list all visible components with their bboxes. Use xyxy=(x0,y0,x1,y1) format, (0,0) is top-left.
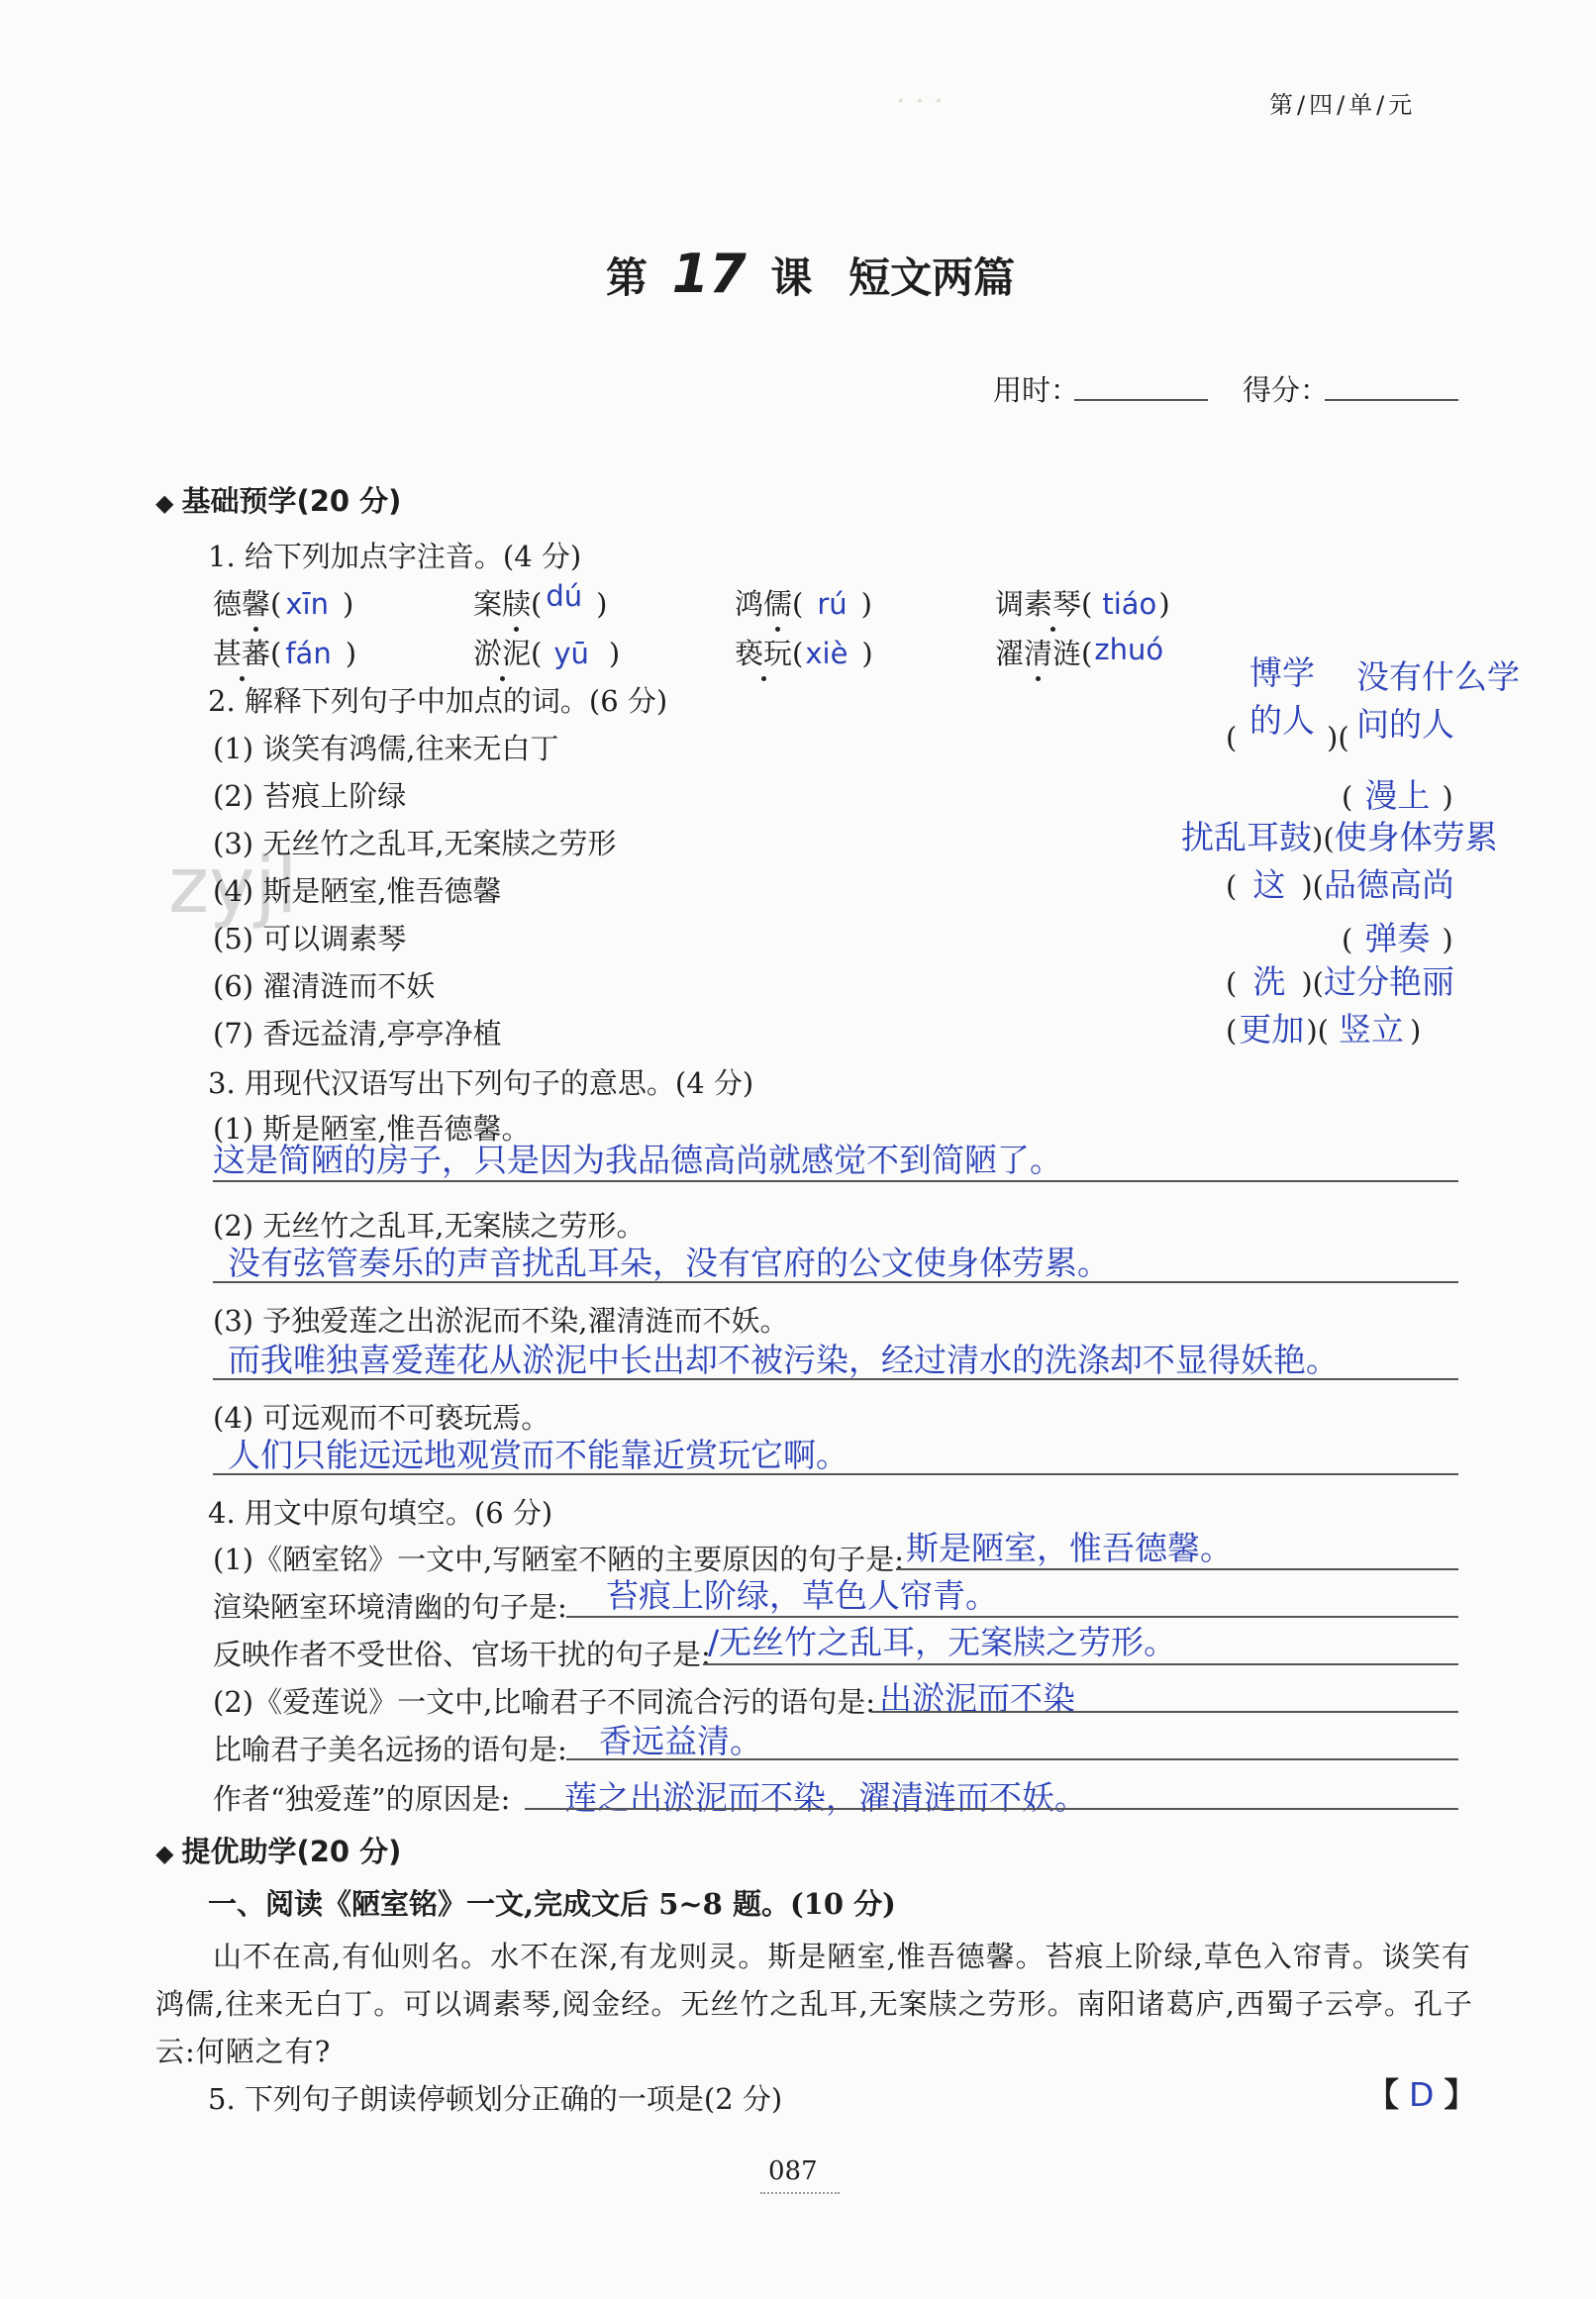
time-label: 用时： xyxy=(993,373,1080,407)
q3-answer: 这是简陋的房子，只是因为我品德高尚就感觉不到简陋了。 xyxy=(213,1141,1062,1179)
q2-item: (5) 可以调素琴 xyxy=(213,922,407,955)
answer-line xyxy=(213,1180,1458,1182)
q4-answer: 香远益清。 xyxy=(599,1722,762,1760)
q4-answer: 出淤泥而不染 xyxy=(879,1679,1075,1718)
q1-item: 濯清涟(zhuó xyxy=(995,633,1164,670)
q1-answer: tiáo xyxy=(1102,587,1157,621)
q1-item: 调素琴( tiáo) xyxy=(995,582,1170,623)
q2-answer: 扰乱耳鼓 xyxy=(1181,818,1312,856)
lesson-title xyxy=(606,243,1015,305)
q2-answer-row: ( 弹奏 ) xyxy=(1342,919,1453,957)
answer-line xyxy=(213,1473,1458,1475)
q2-answer-row: ( 洗 )(过分艳丽 xyxy=(1226,962,1454,1001)
q2-item: (7) 香远益清,亭亭净植 xyxy=(213,1017,502,1050)
q3-answer: 没有弦管奏乐的声音扰乱耳朵，没有官府的公文使身体劳累。 xyxy=(228,1244,1110,1282)
q1-item: 德馨( xīn ) xyxy=(213,582,353,623)
q2-item: (2) 苔痕上阶绿 xyxy=(213,779,407,813)
q1-item: 亵玩(xiè ) xyxy=(735,632,873,672)
q4-answer: 莲之出淤泥而不染，濯清涟而不妖。 xyxy=(564,1778,1087,1817)
q4-question: (2)《爱莲说》一文中,比喻君子不同流合污的语句是: xyxy=(213,1685,876,1719)
lesson-number: 17 xyxy=(671,243,747,305)
q5-title: 5. 下列句子朗读停顿划分正确的一项是(2 分) xyxy=(208,2082,783,2116)
section-basic: ◆ 基础预学(20 分) xyxy=(155,484,402,518)
q3-question: (3) 予独爱莲之出淤泥而不染,濯清涟而不妖。 xyxy=(213,1304,789,1338)
q5-answer: D xyxy=(1409,2075,1435,2114)
q2-answer: 没有什么学问的人 xyxy=(1356,657,1520,744)
q2-item: (4) 斯是陋室,惟吾德馨 xyxy=(213,874,502,908)
q2-answer: 弹奏 xyxy=(1364,919,1431,957)
page-number-rule xyxy=(760,2192,840,2194)
bleed-through-text: · · · xyxy=(896,84,944,119)
q2-answer: 品德高尚 xyxy=(1323,865,1454,904)
q1-answer: zhuó xyxy=(1094,633,1164,666)
q1-answer: xiè xyxy=(805,637,848,670)
q5-answer-box: 【 D 】 xyxy=(1366,2075,1477,2114)
reading-line: 云:何陋之有? xyxy=(155,2035,332,2068)
q1-item: 案牍( dú ) xyxy=(473,579,608,621)
unit-header: 第/四/单/元 xyxy=(1269,91,1417,119)
q2-answer: 更加 xyxy=(1239,1010,1305,1049)
q4-title: 4. 用文中原句填空。(6 分) xyxy=(208,1496,553,1530)
q3-question: (1) 斯是陋室,惟吾德馨。 xyxy=(213,1112,531,1146)
q2-answer-row: ( 这 )(品德高尚 xyxy=(1226,865,1454,904)
lesson-name: 短文两篇 xyxy=(848,253,1016,302)
q3-title: 3. 用现代汉语写出下列句子的意思。(4 分) xyxy=(208,1066,754,1100)
q2-answer-row: ( 漫上 ) xyxy=(1342,776,1453,815)
q4-answer: 苔痕上阶绿，草色人帘青。 xyxy=(606,1576,998,1615)
diamond-icon: ◆ xyxy=(155,1840,174,1867)
answer-line xyxy=(213,1378,1458,1380)
reading-line: 鸿儒,往来无白丁。可以调素琴,阅金经。无丝竹之乱耳,无案牍之劳形。南阳诸葛庐,西蜀子云亭。孔子 xyxy=(155,1987,1473,2021)
q2-answer: 洗 xyxy=(1252,962,1286,1001)
q2-answer-row: 扰乱耳鼓)(使身体劳累 xyxy=(1181,818,1498,856)
q2-item: (3) 无丝竹之乱耳,无案牍之劳形 xyxy=(213,827,617,860)
answer-line xyxy=(213,1281,1458,1283)
q4-question: 比喻君子美名远扬的语句是: xyxy=(213,1733,567,1766)
time-blank xyxy=(1074,399,1208,401)
q3-question: (4) 可远观而不可亵玩焉。 xyxy=(213,1401,550,1435)
q1-item: 鸿儒( rú ) xyxy=(735,582,872,623)
q2-item: (6) 濯清涟而不妖 xyxy=(213,969,436,1003)
score-label: 得分： xyxy=(1243,373,1330,407)
q2-answer: 博学的人 xyxy=(1249,653,1315,740)
q1-answer: rú xyxy=(817,587,848,621)
reading-line: 山不在高,有仙则名。水不在深,有龙则灵。斯是陋室,惟吾德馨。苔痕上阶绿,草色入帘青。谈笑有 xyxy=(213,1940,1471,1973)
q4-answer: /无丝竹之乱耳，无案牍之劳形。 xyxy=(708,1623,1177,1661)
lesson-title-prefix: 第 xyxy=(606,253,648,302)
answer-line xyxy=(871,1711,1458,1713)
watermark: zyjl xyxy=(168,842,298,931)
q2-bracket: ( xyxy=(1226,721,1238,754)
q3-question: (2) 无丝竹之乱耳,无案牍之劳形。 xyxy=(213,1209,646,1243)
q2-answer: 漫上 xyxy=(1364,776,1431,815)
q4-answer: 斯是陋室，惟吾德馨。 xyxy=(906,1529,1233,1567)
q4-question: 作者“独爱莲”的原因是: xyxy=(213,1782,511,1816)
reading-title: 一、阅读《陋室铭》一文,完成文后 5~8 题。(10 分) xyxy=(208,1887,896,1921)
q2-answer-row: (更加)( 竖立 ) xyxy=(1226,1010,1422,1049)
diamond-icon: ◆ xyxy=(155,489,174,517)
q1-item: 甚蕃( fán ) xyxy=(213,632,356,672)
q1-answer: xīn xyxy=(285,587,329,621)
q2-title: 2. 解释下列句子中加点的词。(6 分) xyxy=(208,684,668,718)
answer-line xyxy=(525,1808,1458,1810)
lesson-title-suffix: 课 xyxy=(770,253,813,302)
q2-answer: 过分艳丽 xyxy=(1323,962,1454,1001)
score-blank xyxy=(1325,399,1458,401)
answer-line xyxy=(703,1663,1458,1665)
q2-answer: 这 xyxy=(1252,865,1286,904)
q2-answer: 竖立 xyxy=(1338,1010,1404,1049)
q2-bracket: )( xyxy=(1327,721,1349,754)
page-number: 087 xyxy=(768,2156,818,2186)
q1-title: 1. 给下列加点字注音。(4 分) xyxy=(208,540,582,573)
q1-item: 淤泥( yū ) xyxy=(473,632,620,672)
section-advanced: ◆ 提优助学(20 分) xyxy=(155,1835,402,1868)
q3-answer: 而我唯独喜爱莲花从淤泥中长出却不被污染，经过清水的洗涤却不显得妖艳。 xyxy=(228,1341,1339,1379)
q4-question: 渲染陋室环境清幽的句子是: xyxy=(213,1590,567,1624)
q4-question: (1)《陋室铭》一文中,写陋室不陋的主要原因的句子是: xyxy=(213,1543,905,1576)
q2-item: (1) 谈笑有鸿儒,往来无白丁 xyxy=(213,732,559,765)
q4-question: 反映作者不受世俗、官场干扰的句子是: xyxy=(213,1638,711,1671)
q1-answer: fán xyxy=(285,637,332,670)
q1-answer: dú xyxy=(546,579,583,613)
q2-answer: 使身体劳累 xyxy=(1334,818,1498,856)
q3-answer: 人们只能远远地观赏而不能靠近赏玩它啊。 xyxy=(228,1436,848,1474)
q1-answer: yū xyxy=(553,637,589,670)
answer-line xyxy=(566,1758,1458,1760)
